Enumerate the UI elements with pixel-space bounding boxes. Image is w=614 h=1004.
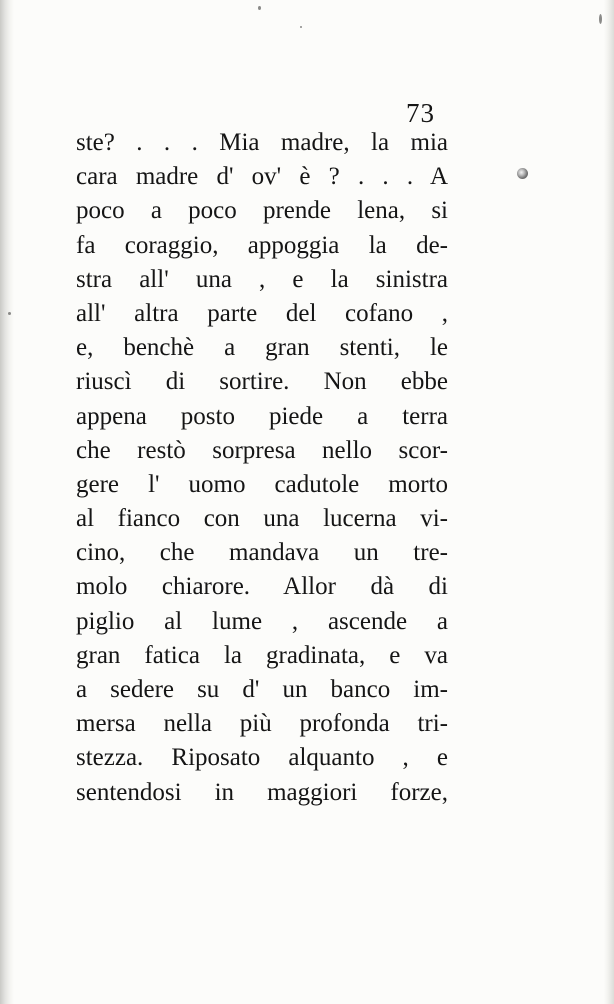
text-line: molo chiarore. Allor dà di	[76, 573, 448, 601]
paper-speck	[300, 26, 302, 28]
text-line: mersa nella più profonda tri-	[76, 710, 448, 738]
text-line: gere l' uomo cadutole morto	[76, 470, 448, 498]
text-line: ste? . . . Mia madre, la mia	[76, 129, 448, 156]
paper-speck	[258, 6, 261, 10]
text-line: a sedere su d' un banco im-	[76, 676, 448, 703]
text-line: sentendosi in maggiori forze,	[76, 778, 448, 806]
text-line: gran fatica la gradinata, e va	[76, 641, 448, 669]
body-text	[76, 126, 448, 810]
paper-speck	[8, 312, 11, 315]
margin-dot-mark	[517, 168, 528, 179]
text-line: fa coraggio, appoggia la de-	[76, 231, 448, 259]
text-line: cara madre d' ov' è ? . . . A	[76, 163, 448, 191]
text-line: piglio al lume , ascende a	[76, 607, 448, 635]
page-number: 73	[406, 98, 435, 128]
page-left-edge-shadow	[0, 0, 14, 1004]
text-line: poco a poco prende lena, si	[76, 197, 448, 225]
text-line: e, benchè a gran stenti, le	[76, 334, 448, 362]
text-line: stra all' una , e la sinistra	[76, 265, 448, 293]
text-line: all' altra parte del cofano ,	[76, 299, 448, 327]
text-line: che restò sorpresa nello scor-	[76, 436, 448, 464]
text-line: cino, che mandava un tre-	[76, 539, 448, 567]
text-line: riuscì di sortire. Non ebbe	[76, 368, 448, 396]
paper-speck	[599, 14, 602, 24]
text-line: appena posto piede a terra	[76, 402, 448, 430]
text-line: stezza. Riposato alquanto , e	[76, 744, 448, 772]
text-line: al fianco con una lucerna vi-	[76, 505, 448, 533]
page-right-edge-shadow	[604, 0, 614, 1004]
